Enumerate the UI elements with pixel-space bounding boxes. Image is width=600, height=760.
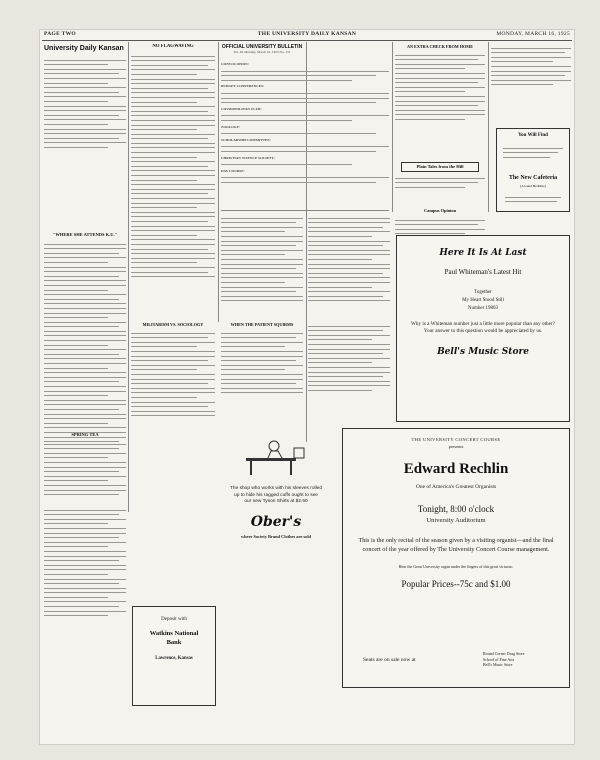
bulletin-item: DAY COURSE: [221, 168, 245, 173]
bulletin-item: BUDGET CONFERENCES: [221, 84, 265, 89]
extra-check-column [395, 44, 485, 204]
plain-tales-box [401, 162, 479, 172]
bells-song-2: My Heart Stood Still [462, 298, 504, 303]
col6-text [491, 44, 571, 126]
obers-tagline: where Society Brand Clothes are sold [241, 533, 311, 539]
concert-pitch: This is the only recital of the season given by a visiting organist—and the final concert of the year offered by The University Concert Course management. [358, 537, 554, 553]
seats-label: Seats are on sale now at [363, 657, 416, 663]
obers-copy: The shop who works with his sleeves rolled up to hide his ragged cuffs ought to see our new Tyson Shirts at $2.50 [230, 486, 322, 504]
patient-heading: WHEN THE PATIENT SQUIRMS [230, 322, 294, 327]
bulletin-title: OFFICIAL UNIVERSITY BULLETIN [221, 44, 303, 50]
militarism-column [131, 322, 215, 502]
bulletin-item: COSMOPOLITAN CLUB: [221, 106, 262, 111]
concert-presenter: THE UNIVERSITY CONCERT COURSE [411, 437, 501, 442]
bells-number: Number 19803 [467, 306, 499, 311]
bulletin-item: CONVOCATION: [221, 62, 249, 66]
bank-city: Lawrence, Kansas [155, 656, 193, 661]
bulletin-body [221, 62, 389, 207]
bells-store-name: Bell's Music Store [437, 347, 529, 357]
no-flagwaving-heading: NO FLAGWAVING [152, 44, 194, 49]
desk-illustration [236, 438, 316, 476]
campus-opinion-heading: Campus Opinion [423, 208, 457, 213]
bank-name-1: Watkins National [149, 630, 199, 637]
body-text-col3 [221, 214, 303, 319]
col1-lower-text [44, 506, 126, 736]
militarism-heading: MILITARISM VS. SOCIOLOGY [142, 322, 204, 327]
extra-check-heading: AN EXTRA CHECK FROM HOME [406, 44, 474, 49]
bulletin-item: SCHOLARSHIP COMMITTEE: [221, 137, 271, 142]
spring-tea-heading: SPRING TEA [71, 432, 99, 437]
new-cafeteria-title: The New Cafeteria [508, 175, 558, 181]
concert-time: Tonight, 8:00 o'clock [417, 504, 495, 514]
bells-music-ad [396, 235, 570, 422]
outlet-item: School of Fine Arts [483, 656, 515, 662]
masthead-column [44, 44, 126, 504]
obers-brand: Ober's [250, 513, 302, 530]
concert-small-note: Hear the Great University organ under the fingers of this great virtuoso. [398, 564, 514, 569]
plain-tales-heading: Plain Tales from the Hill [416, 164, 464, 169]
where-she-attends-heading: "WHERE SHE ATTENDS K.U." [52, 232, 118, 237]
cafeteria-ad [496, 128, 570, 212]
concert-place: University Auditorium [426, 517, 486, 524]
body-text-col4b [308, 322, 390, 437]
bank-name-2: Bank [166, 639, 182, 646]
paper-title: THE UNIVERSITY DAILY KANSAN [257, 31, 357, 37]
bulletin-item: ZOOLOGY: [221, 124, 240, 129]
bells-artist: Paul Whiteman's Latest Hit [444, 268, 522, 276]
page-label: PAGE TWO [44, 31, 76, 37]
bulletin-header [221, 44, 303, 60]
performer-name: Edward Rechlin [403, 461, 509, 477]
bank-lead: Deposit with [161, 617, 187, 622]
body-text-col4 [308, 214, 390, 319]
outlet-item: Bell's Music Store [483, 662, 513, 667]
rechlin-concert-ad [342, 428, 570, 688]
bells-question: Why is a Whiteman number just a little more popular than any other? Your answer to this question would be appreciated by us. [411, 321, 555, 334]
masthead-title: University Daily Kansan [44, 45, 124, 52]
bells-headline: Here It Is At Last [439, 248, 527, 258]
concert-prices: Popular Prices--75c and $1.00 [401, 579, 511, 589]
bells-song-1: Together [474, 290, 492, 295]
bulletin-sub: Vol. IX Monday, March 16, 1925 No. 131 [233, 50, 291, 54]
watkins-bank-ad [132, 606, 216, 706]
newspaper-page [40, 30, 574, 744]
bulletin-item: CHRISTIAN SCIENCE SOCIETY: [221, 155, 275, 160]
outlet-item: Round Corner Drug Store [483, 651, 525, 656]
performer-subtitle: One of America's Greatest Organists [415, 484, 497, 490]
ticket-outlets [483, 651, 524, 668]
editorial-column [131, 44, 215, 319]
obers-ad [218, 438, 334, 588]
you-will-find: You Will Find [518, 133, 548, 138]
page-header [40, 30, 574, 39]
patient-column [221, 322, 303, 437]
new-cafeteria-sub: (Around Bedtime) [520, 184, 546, 188]
concert-presents: presents [448, 444, 464, 449]
issue-date: MONDAY, MARCH 16, 1925 [496, 31, 570, 37]
